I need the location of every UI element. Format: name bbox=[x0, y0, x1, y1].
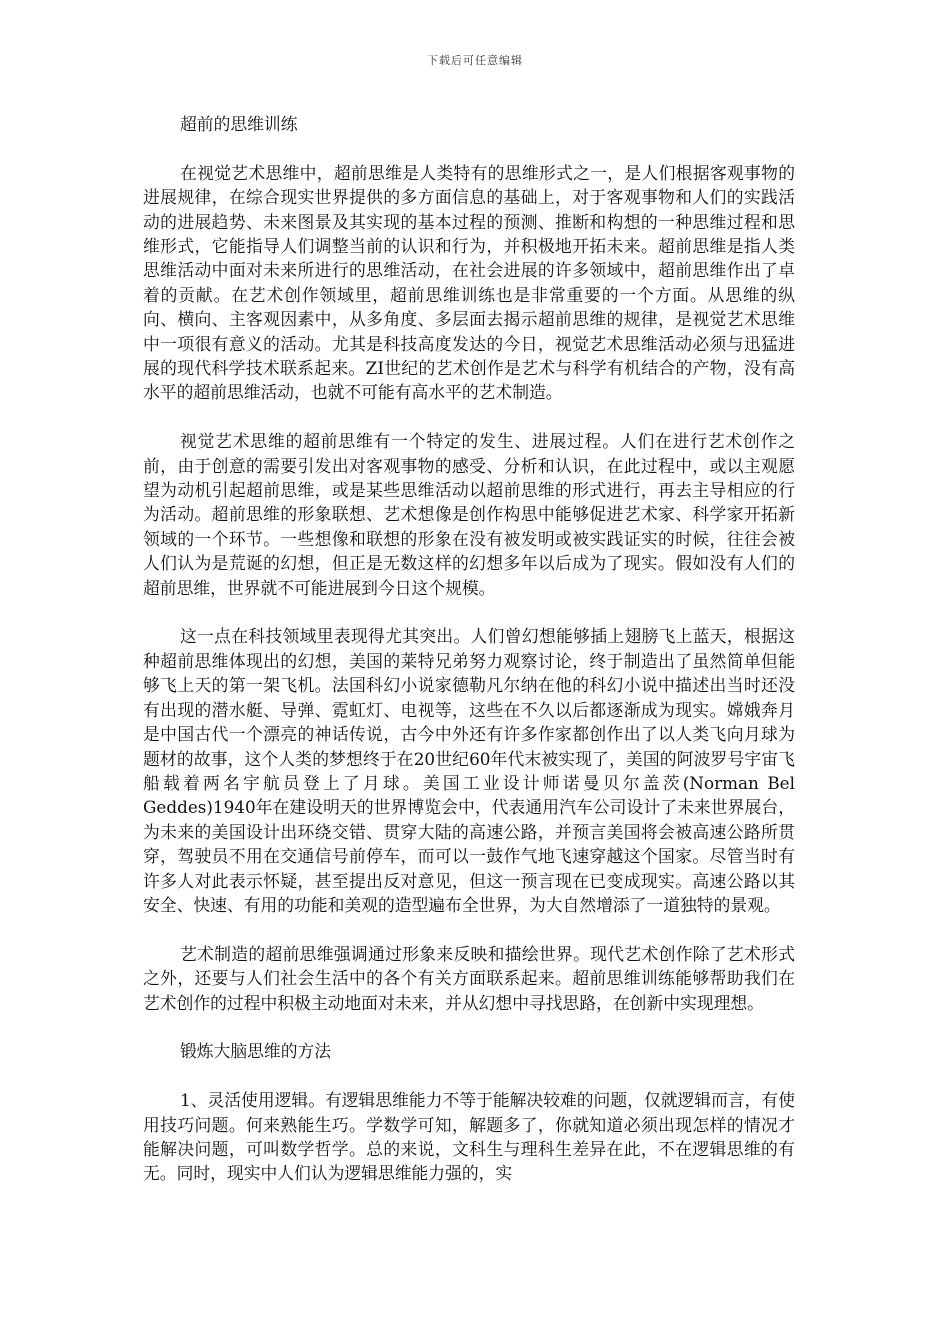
section-title: 锻炼大脑思维的方法 bbox=[180, 1041, 332, 1062]
paragraph: 艺术制造的超前思维强调通过形象来反映和描绘世界。现代艺术创作除了艺术形式之外，还要与人们社会生活中的各个有关方面联系起来。超前思维训练能够帮助我们在艺术创作的过程中积极主动地面对未来，并从幻想中寻找思路，在创新中实现理想。 bbox=[143, 943, 795, 1013]
paragraph: 视觉艺术思维的超前思维有一个特定的发生、进展过程。人们在进行艺术创作之前，由于创意的需要引发出对客观事物的感受、分析和认识，在此过程中，或以主观愿望为动机引起超前思维，或是某些思维活动以超前思维的形式进行，再去主导相应的行为活动。超前思维的形象联想、艺术想像是创作构思中能够促进艺术家、科学家开拓新领域的一个环节。一些想像和联想的形象在没有被发明或被实践证实的时候，往往会被人们认为是荒诞的幻想，但正是无数这样的幻想多年以后成为了现实。假如没有人们的超前思维，世界就不可能进展到今日这个规模。 bbox=[143, 431, 795, 598]
document-body bbox=[143, 112, 795, 1210]
section-title: 超前的思维训练 bbox=[180, 114, 298, 134]
paragraph: 1、灵活使用逻辑。有逻辑思维能力不等于能解决较难的问题，仅就逻辑而言，有使用技巧问题。何来熟能生巧。学数学可知，解题多了，你就知道必须出现怎样的情况才能解决问题，可叫数学哲学。总的来说，文科生与理科生差异在此，不在逻辑思维的有无。同时，现实中人们认为逻辑思维能力强的，实 bbox=[143, 1090, 795, 1184]
paragraph: 在视觉艺术思维中，超前思维是人类特有的思维形式之一，是人们根据客观事物的进展规律，在综合现实世界提供的多方面信息的基础上，对于客观事物和人们的实践活动的进展趋势、未来图景及其实现的基本过程的预测、推断和构想的一种思维过程和思维形式，它能指导人们调整当前的认识和行为，并积极地开拓未来。超前思维是指人类思维活动中面对未来所进行的思维活动，在社会进展的许多领域中，超前思维作出了卓着的贡献。在艺术创作领域里，超前思维训练也是非常重要的一个方面。从思维的纵向、横向、主客观因素中，从多角度、多层面去揭示超前思维的规律，是视觉艺术思维中一项很有意义的活动。尤其是科技高度发达的今日，视觉艺术思维活动必须与迅猛进展的现代科学技术联系起来。ZI世纪的艺术创作是艺术与科学有机结合的产物，没有高水平的超前思维活动，也就不可能有高水平的艺术制造。 bbox=[143, 162, 795, 403]
paragraph: 这一点在科技领域里表现得尤其突出。人们曾幻想能够插上翅膀飞上蓝天，根据这种超前思维体现出的幻想，美国的莱特兄弟努力观察讨论，终于制造出了虽然简单但能够飞上天的第一架飞机。法国科幻小说家德勒凡尔纳在他的科幻小说中描述出当时还没有出现的潜水艇、导弹、霓虹灯、电视等，这些在不久以后都逐渐成为现实。嫦娥奔月是中国古代一个漂亮的神话传说，古今中外还有许多作家都创作出了以人类飞向月球为题材的故事，这个人类的梦想终于在20世纪60年代末被实现了，美国的阿波罗号宇宙飞船载着两名宇航员登上了月球。美国工业设计师诺曼贝尔盖茨(Norman Bel Geddes)1940年在建设明天的世界博览会中，代表通用汽车公司设计了未来世界展台，为未来的美国设计出环绕交错、贯穿大陆的高速公路，并预言美国将会被高速公路所贯穿，驾驶员不用在交通信号前停车，而可以一鼓作气地飞速穿越这个国家。尽管当时有许多人对此表示怀疑，甚至提出反对意见，但这一预言现在已变成现实。高速公路以其安全、快速、有用的功能和美观的造型遍布全世界，为大自然增添了一道独特的景观。 bbox=[143, 626, 795, 915]
page-header: 下载后可任意编辑 bbox=[427, 54, 523, 67]
